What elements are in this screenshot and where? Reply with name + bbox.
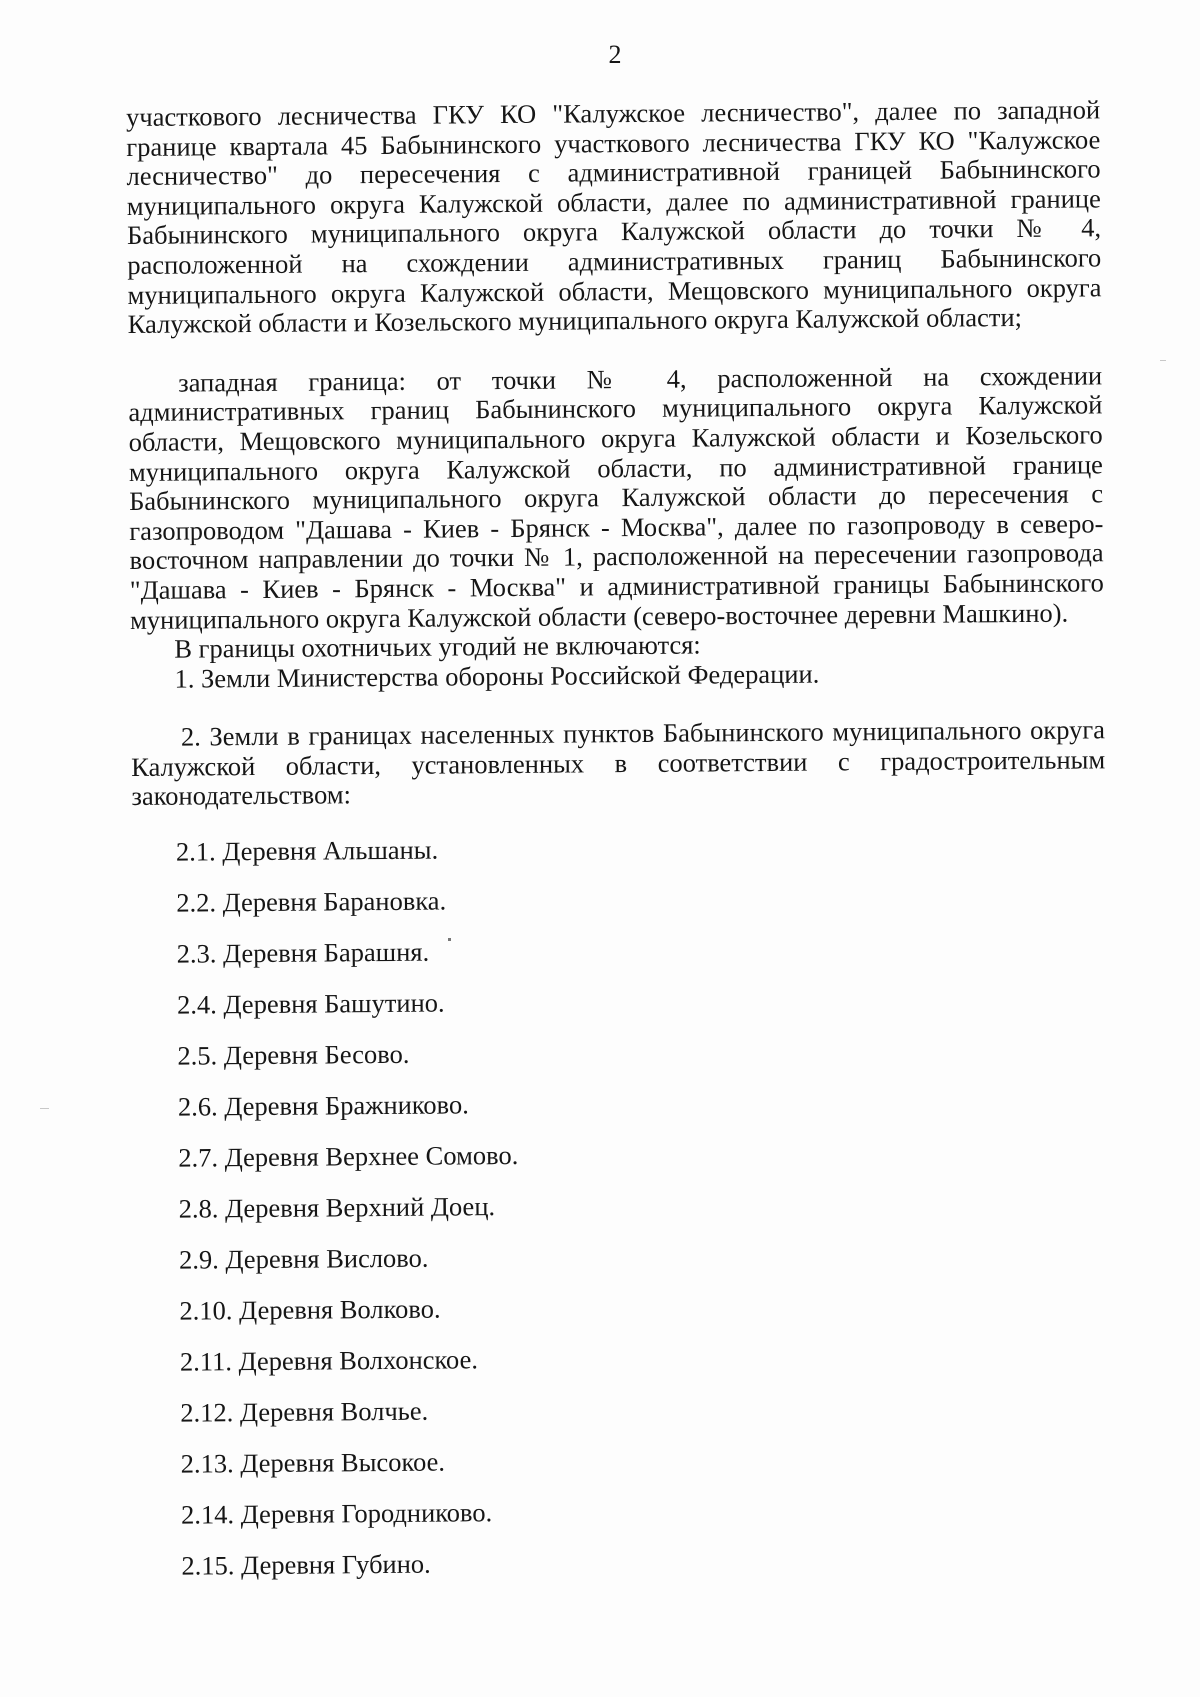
list-item: 2.1. Деревня Альшаны.: [175, 834, 439, 867]
scan-artifact: [40, 1108, 49, 1109]
paragraph-settlement-lands: 2. Земли в границах населенных пунктов Бабынинского муниципального округа Калужской области, установленных в соответствии с градостроительным законодательством:: [131, 714, 1106, 812]
paragraph-exclusions-heading: В границы охотничьих угодий не включаются:: [174, 629, 701, 664]
list-item: 2.12. Деревня Волчье.: [180, 1395, 429, 1428]
list-item: 2.8. Деревня Верхний Доец.: [178, 1191, 496, 1224]
list-item: 2.10. Деревня Волково.: [179, 1293, 441, 1326]
list-item: 2.11. Деревня Волхонское.: [179, 1344, 479, 1377]
list-item: 2.9. Деревня Вислово.: [178, 1242, 429, 1275]
list-item: 2.13. Деревня Высокое.: [180, 1446, 446, 1479]
list-item: 2.7. Деревня Верхнее Сомово.: [178, 1140, 519, 1173]
list-item: 2.4. Деревня Башутино.: [176, 987, 445, 1020]
paragraph-defense-lands: 1. Земли Министерства обороны Российской Федерации.: [174, 658, 820, 694]
list-item: 2.2. Деревня Барановка.: [176, 885, 447, 918]
paragraph-north-boundary-continued: участкового лесничества ГКУ КО "Калужское лесничество", далее по западной границе квартала 45 Бабынинского участкового лесничества ГКУ КО "Калужское лесничество" до пересечения с административной границей Бабынинского муниципального округа Калужской области, далее по административной границе Бабынинского муниципального округа Калужской области до точки № 4, расположенной на схождении административных границ Бабынинского муниципального округа Калужской области, Мещовского муниципального округа Калужской области и Козельского муниципального округа Калужской области;: [125, 94, 1102, 340]
list-item: 2.14. Деревня Городниково.: [180, 1497, 493, 1530]
list-item: 2.3. Деревня Барашня.: [176, 936, 430, 969]
scan-artifact: [448, 938, 451, 941]
list-item: 2.15. Деревня Губино.: [181, 1548, 431, 1581]
list-item: 2.6. Деревня Бражниково.: [177, 1089, 469, 1122]
village-list: [132, 830, 1112, 1603]
paragraph-western-boundary: западная граница: от точки № 4, расположенной на схождении административных границ Бабынинского муниципального округа Калужской области, Мещовского муниципального округа Калужской области и Козельского муниципального округа Калужской области, по административной границе Бабынинского муниципального округа Калужской области до пересечения с газопроводом "Дашава - Киев - Брянск - Москва", далее по газопроводу в северо-восточном направлении до точки № 1, расположенной на пересечении газопровода "Дашава - Киев - Брянск - Москва" и административной границы Бабынинского муниципального округа Калужской области (северо-восточнее деревни Машкино).: [128, 360, 1104, 635]
document-body: [126, 95, 1112, 1603]
scan-artifact: [1160, 360, 1166, 361]
list-item: 2.5. Деревня Бесово.: [177, 1038, 410, 1071]
page-number: 2: [608, 40, 622, 69]
